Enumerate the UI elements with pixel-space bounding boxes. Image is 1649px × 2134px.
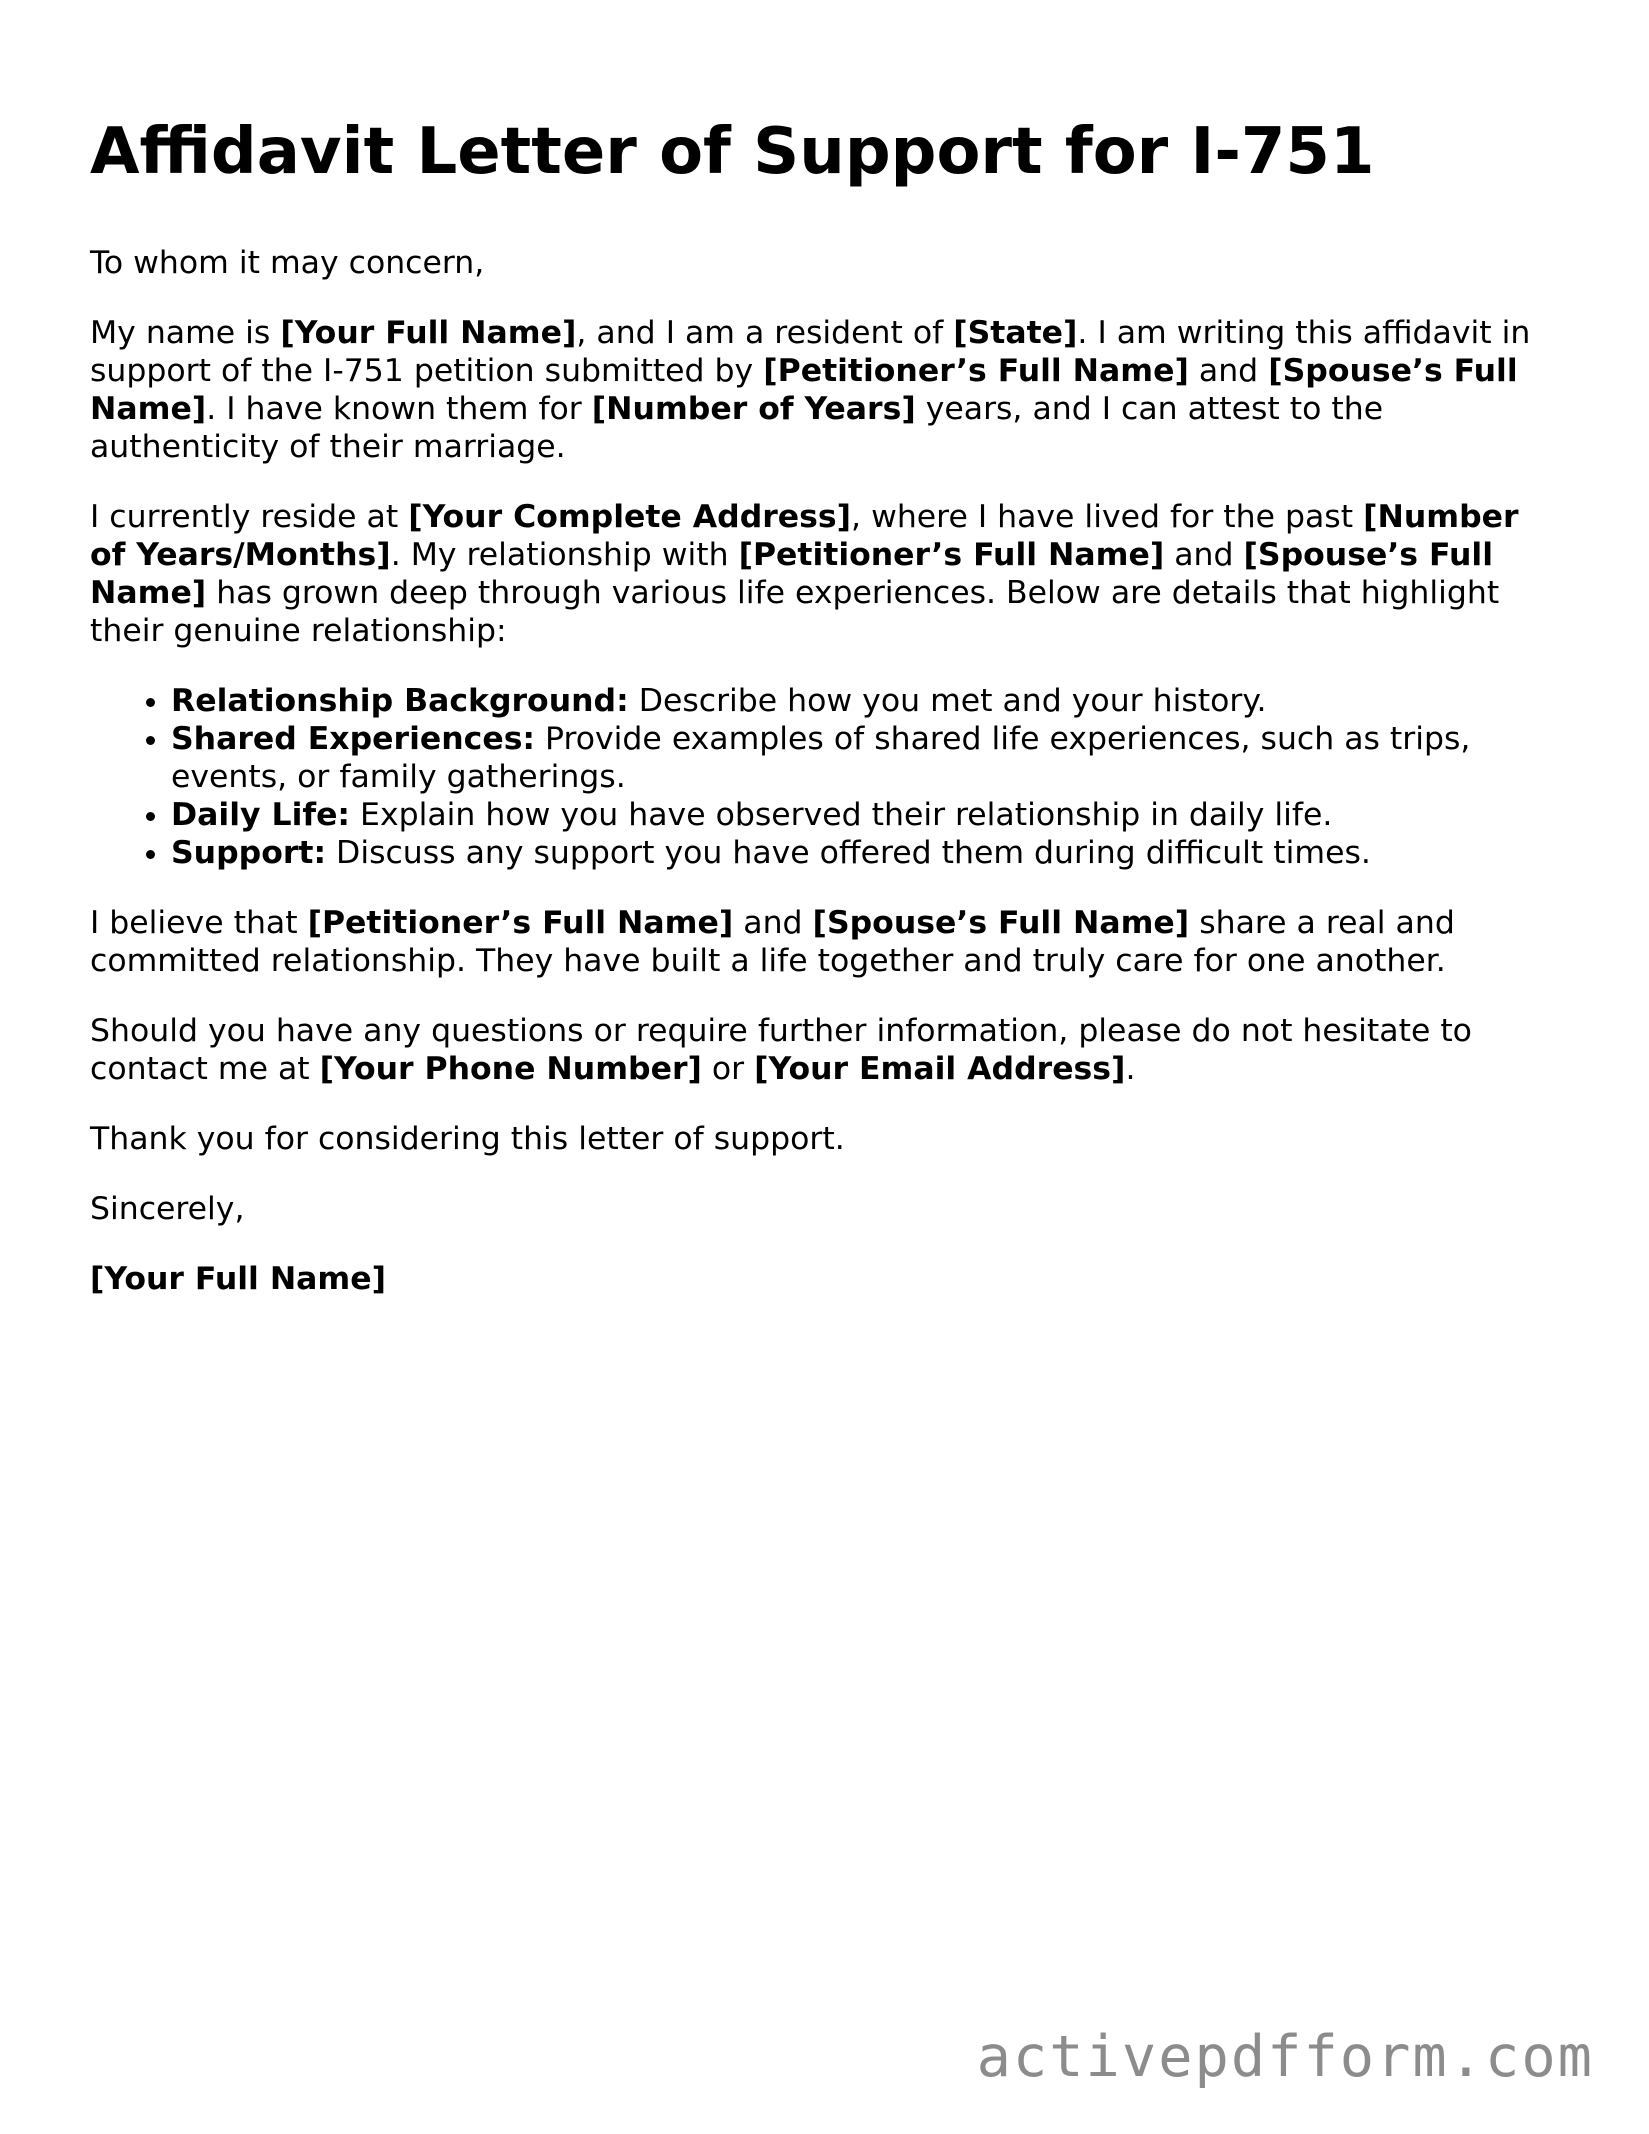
- watermark: activepdfform.com: [976, 2024, 1594, 2090]
- text-segment: and: [733, 905, 813, 941]
- belief-paragraph: [90, 904, 1560, 980]
- text-segment: My name is: [90, 315, 281, 351]
- placeholder-state: [State]: [953, 315, 1078, 351]
- list-item-label: Support:: [171, 835, 327, 871]
- text-segment: and: [1164, 537, 1244, 573]
- signature-name: [90, 1260, 1560, 1298]
- placeholder-petitioner-name: [Petitioner’s Full Name]: [763, 353, 1189, 389]
- placeholder-email-address: [Your Email Address]: [754, 1051, 1126, 1087]
- list-item-text: Explain how you have observed their relationship in daily life.: [350, 797, 1333, 833]
- placeholder-spouse-name: [Spouse’s Full Name]: [90, 353, 1518, 427]
- text-segment: share a real and committed relationship. They have built a life together and truly care for one another.: [90, 905, 1455, 979]
- placeholder-petitioner-name: [Petitioner’s Full Name]: [738, 537, 1165, 573]
- text-segment: , where I have lived for the past: [851, 499, 1364, 535]
- salutation: To whom it may concern,: [90, 245, 485, 281]
- text-segment: , and I am a resident of: [576, 315, 954, 351]
- text-segment: or: [701, 1051, 755, 1087]
- text-segment: I believe that: [90, 905, 308, 941]
- placeholder-phone-number: [Your Phone Number]: [319, 1051, 702, 1087]
- list-item: [171, 834, 1560, 872]
- placeholder-your-full-name: [Your Full Name]: [280, 315, 577, 351]
- text-segment: Should you have any questions or require further information, please do not hesitate to contact me at: [90, 1013, 1472, 1087]
- list-item-label: Daily Life:: [171, 797, 351, 833]
- placeholder-your-full-name: [Your Full Name]: [90, 1261, 387, 1297]
- placeholder-spouse-name: [Spouse’s Full Name]: [812, 905, 1190, 941]
- details-list: [90, 682, 1560, 872]
- text-segment: and: [1188, 353, 1269, 389]
- intro-paragraph: [90, 314, 1560, 466]
- placeholder-number-of-years: [Number of Years]: [591, 391, 916, 427]
- list-item-text: Discuss any support you have offered them during difficult times.: [326, 835, 1371, 871]
- document-page: [90, 112, 1560, 1330]
- text-segment: years, and I can attest to the authenticity of their marriage.: [90, 391, 1384, 465]
- document-title: Affidavit Letter of Support for I-751: [90, 115, 1375, 189]
- text-segment: . I have known them for: [206, 391, 592, 427]
- text-segment: . My relationship with: [390, 537, 739, 573]
- placeholder-complete-address: [Your Complete Address]: [408, 499, 852, 535]
- list-item-text: Provide examples of shared life experiences, such as trips, events, or family gatherings.: [171, 721, 1471, 795]
- closing-line: Sincerely,: [90, 1191, 245, 1227]
- list-item-label: Shared Experiences:: [171, 721, 536, 757]
- thanks-line: Thank you for considering this letter of support.: [90, 1121, 845, 1157]
- text-segment: I currently reside at: [90, 499, 409, 535]
- list-item: [171, 682, 1560, 720]
- residence-paragraph: [90, 498, 1560, 650]
- text-segment: has grown deep through various life experiences. Below are details that highlight their genuine relationship:: [90, 575, 1500, 649]
- list-item: [171, 720, 1560, 796]
- list-item-text: Describe how you met and your history.: [628, 683, 1267, 719]
- contact-paragraph: [90, 1012, 1560, 1088]
- placeholder-spouse-name: [Spouse’s Full Name]: [90, 537, 1493, 611]
- text-segment: .: [1125, 1051, 1136, 1087]
- placeholder-years-months: [Number of Years/Months]: [90, 499, 1519, 573]
- text-segment: . I am writing this affidavit in support of the I-751 petition submitted by: [90, 315, 1531, 389]
- list-item: [171, 796, 1560, 834]
- list-item-label: Relationship Background:: [171, 683, 629, 719]
- placeholder-petitioner-name: [Petitioner’s Full Name]: [307, 905, 734, 941]
